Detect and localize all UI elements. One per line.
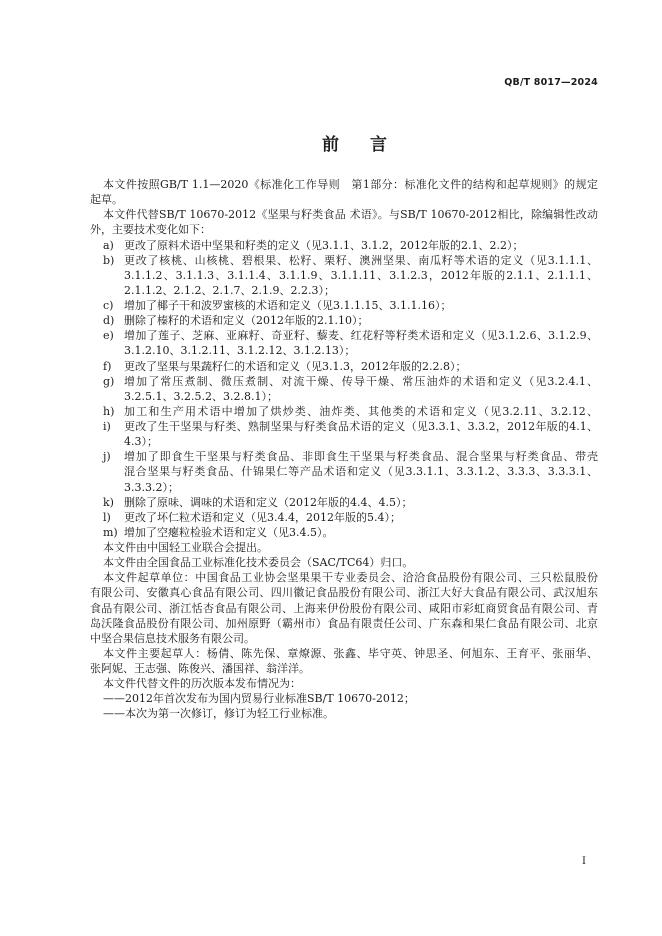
text-line: 3.3.3.2）； — [124, 480, 179, 494]
list-item — [90, 449, 598, 494]
list-label: b) — [103, 253, 115, 267]
text-line: 增加了空瘪粒检验术语和定义（见3.4.5）。 — [124, 525, 334, 539]
list-item — [90, 328, 598, 358]
text-line: 本文件代替SB/T 10670-2012《坚果与籽类食品 术语》。与SB/T 10670-2012相比，除编辑性改动 — [103, 208, 598, 222]
text-line: 岛沃隆食品股份有限公司、加州原野（霸州市）食品有限责任公司、广东森和果仁食品有限公司、北京 — [90, 616, 598, 630]
text-line: 更改了坏仁粒术语和定义（见3.4.4，2012年版的5.4）； — [124, 510, 401, 524]
foreword-body — [90, 177, 598, 722]
paragraph — [90, 207, 598, 237]
text-line: 食品有限公司、浙江恬杏食品有限公司、上海来伊份股份有限公司、咸阳市彩虹商贸食品有限公司、青 — [90, 601, 598, 615]
list-item — [90, 359, 598, 374]
text-line: 增加了即食生干坚果与籽类食品、非即食生干坚果与籽类食品、混合坚果与籽类食品、带壳 — [124, 450, 598, 464]
list-label: d) — [103, 314, 115, 328]
paragraph — [90, 646, 598, 676]
text-line: 增加了椰子干和波罗蜜核的术语和定义（见3.1.1.15、3.1.1.16）； — [124, 299, 452, 312]
text-line: 3.1.1.2、3.1.1.3、3.1.1.4、3.1.1.9、3.1.1.11、3.1.2.3，2012年版的2.1.1、2.1.1.1、 — [124, 268, 598, 282]
list-item — [90, 313, 598, 328]
text-line: 本文件按照GB/T 1.1—2020《标准化工作导则 第1部分：标准化文件的结构和起草规则》的规定 — [103, 178, 598, 191]
list-item — [90, 495, 598, 510]
list-label: m) — [103, 525, 118, 539]
text-line: 删除了榛籽的术语和定义（2012年版的2.1.10）； — [124, 314, 369, 328]
text-line: 删除了原味、调味的术语和定义（2012年版的4.4、4.5）； — [124, 495, 413, 509]
text-line: 本文件代替文件的历次版本发布情况为： — [103, 677, 301, 691]
list-label: h) — [103, 404, 115, 418]
text-line: 更改了坚果与果蔬籽仁的术语和定义（见3.1.3，2012年版的2.2.8）； — [124, 359, 467, 373]
standard-number: QB/T 8017—2024 — [504, 77, 598, 88]
list-label: k) — [103, 495, 114, 509]
text-line: 更改了生干坚果与籽类、熟制坚果与籽类食品术语的定义（见3.3.1、3.3.2，2012年版的4.1、 — [124, 420, 598, 433]
list-item — [90, 404, 598, 419]
list-item — [90, 298, 598, 313]
list-item — [90, 510, 598, 525]
text-line: 4.3）； — [124, 435, 158, 449]
list-label: c) — [103, 299, 114, 312]
text-line: 2.1.1.2、2.1.2、2.1.7、2.1.9、2.2.3）； — [124, 283, 335, 297]
list-label: i) — [103, 420, 111, 433]
text-line: 有限公司、安徽真心食品有限公司、四川徽记食品股份有限公司、浙江大好大食品有限公司、武汉旭东 — [90, 586, 598, 600]
text-line: 混合坚果与籽类食品、什锦果仁等产品术语和定义（见3.3.1.1、3.3.1.2、3.3.3、3.3.3.1、 — [124, 465, 598, 479]
list-label: l) — [103, 510, 111, 524]
list-label: f) — [103, 359, 112, 373]
history-item: ——本次为第一次修订，修订为轻工行业标准。 — [103, 707, 334, 721]
text-line: 起草。 — [90, 193, 123, 207]
list-item — [90, 419, 598, 449]
text-line: 外，主要技术变化如下： — [90, 223, 211, 237]
list-item — [90, 374, 598, 404]
text-line: 本文件由中国轻工业联合会提出。 — [103, 541, 268, 554]
list-label: a) — [103, 238, 114, 252]
text-line: 3.2.5.1、3.2.5.2、3.2.8.1）； — [124, 389, 278, 403]
text-line: 更改了核桃、山核桃、碧根果、松籽、栗籽、澳洲坚果、南瓜籽等术语的定义（见3.1.1.1、 — [124, 253, 598, 267]
change-list — [90, 238, 598, 541]
list-label: j) — [103, 450, 111, 464]
text-line: 更改了原料术语中坚果和籽类的定义（见3.1.1、3.1.2，2012年版的2.1、2.2）； — [124, 238, 524, 252]
version-history — [90, 691, 598, 721]
paragraph — [90, 540, 598, 555]
paragraph — [90, 177, 598, 207]
list-item — [90, 253, 598, 298]
list-label: e) — [103, 329, 114, 343]
text-line: 本文件起草单位：中国食品工业协会坚果果干专业委员会、洽洽食品股份有限公司、三只松鼠股份 — [103, 571, 598, 585]
list-label: g) — [103, 374, 115, 388]
text-line: 3.1.2.10、3.1.2.11、3.1.2.12、3.1.2.13）； — [124, 344, 356, 358]
text-line: 本文件由全国食品工业标准化技术委员会（SAC/TC64）归口。 — [103, 556, 414, 570]
text-line: 中坚合果信息技术服务有限公司。 — [90, 631, 255, 645]
list-item — [90, 525, 598, 540]
paragraph — [90, 676, 598, 691]
text-line: 增加了常压煮制、微压煮制、对流干燥、传导干燥、常压油炸的术语和定义（见3.2.4.1、 — [124, 374, 598, 388]
list-item — [90, 238, 598, 253]
section-title: 前 言 — [322, 135, 394, 155]
text-line: 加工和生产用术语中增加了烘炒类、油炸类、其他类的术语和定义（见3.2.11、3.2.12、 — [124, 404, 598, 418]
paragraph — [90, 570, 598, 646]
history-item: ——2012年首次发布为国内贸易行业标准SB/T 10670-2012； — [103, 692, 415, 706]
text-line: 增加了莲子、芝麻、亚麻籽、奇亚籽、藜麦、红花籽等籽类术语和定义（见3.1.2.6、3.1.2.9、 — [124, 329, 598, 343]
page-number: I — [582, 856, 586, 867]
text-line: 张阿妮、王志强、陈俊兴、潘国祥、翁洋洋。 — [90, 662, 310, 675]
text-line: 本文件主要起草人：杨倩、陈先保、章燎源、张鑫、毕守英、钟思圣、何旭东、王育平、张丽华、 — [103, 646, 598, 660]
paragraph — [90, 555, 598, 570]
